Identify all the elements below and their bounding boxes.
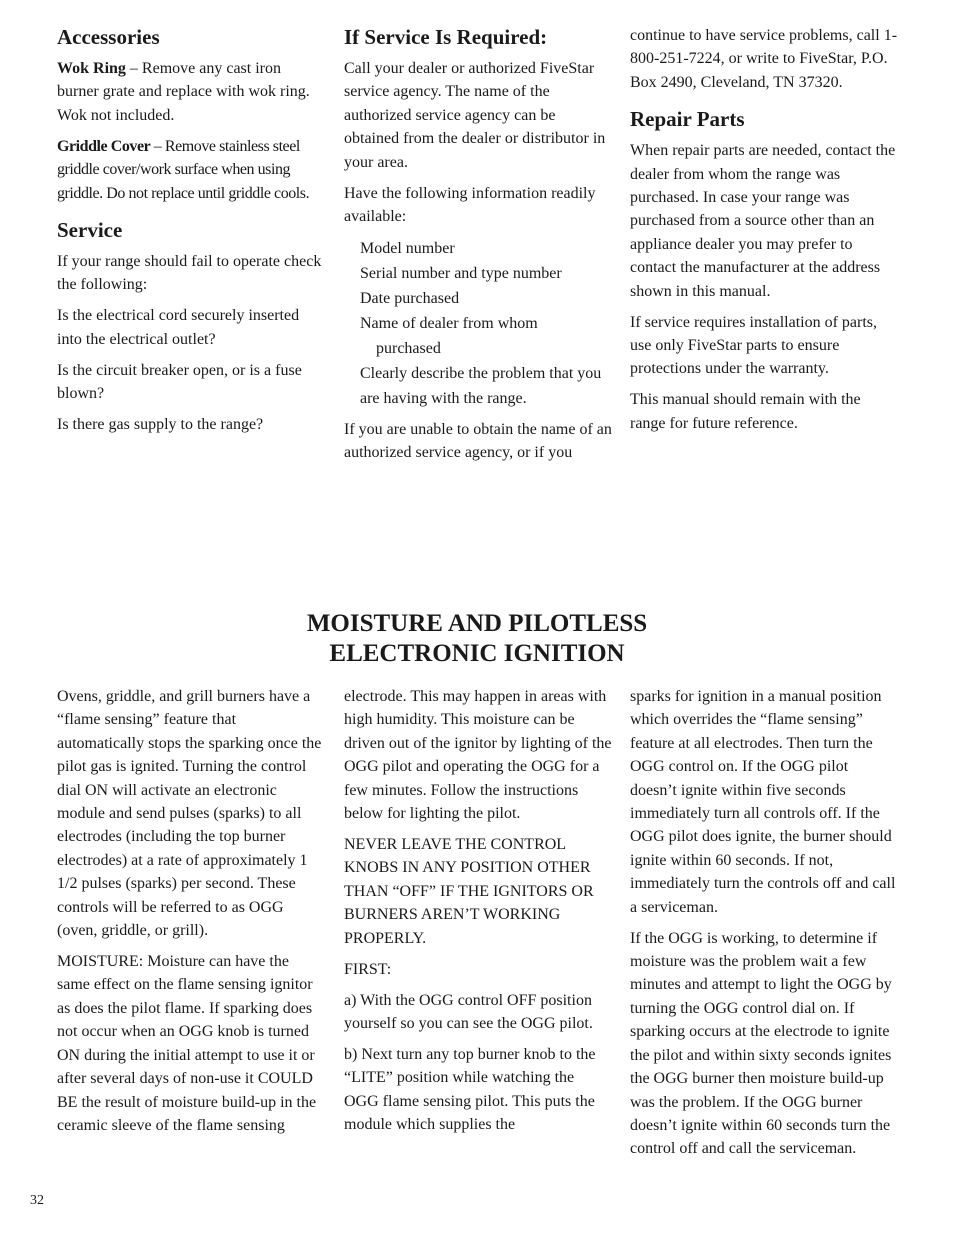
list-item-continuation: purchased <box>376 340 441 358</box>
body-paragraph: NEVER LEAVE THE CONTROL KNOBS IN ANY POSITION OTHER THAN “OFF” IF THE IGNITORS OR BURNERS AREN’T WORKING PROPERLY. <box>344 836 594 947</box>
body-paragraph: MOISTURE: Moisture can have the same effect on the flame sensing ignitor as does the pilot flame. If sparking does not occur when an OGG knob is turned ON during the initial attempt to use it or after several days of non-use it COULD BE the result of moisture build-up in the ceramic sleeve of the flame sensing <box>57 953 317 1134</box>
list-item: Date purchased <box>360 290 460 308</box>
griddle-cover-text: – Remove stainless steel griddle cover/work surface when using griddle. Do not replace until griddle cools. <box>57 137 310 202</box>
page-number: 32 <box>30 1193 44 1208</box>
body-paragraph: sparks for ignition in a manual position which overrides the “flame sensing” feature at all electrodes. Then turn the OGG control on. If the OGG pilot doesn’t ignite within five seconds immediately turn all controls off. If the OGG pilot does ignite, the burner should ignite within 60 seconds. If not, immediately turn the controls off and call a serviceman. <box>630 688 896 916</box>
body-paragraph: FIRST: <box>344 960 392 978</box>
wok-ring-paragraph <box>57 57 325 127</box>
service-paragraph: Is the circuit breaker open, or is a fuse blown? <box>57 361 302 403</box>
repair-parts-heading: Repair Parts <box>630 107 745 132</box>
accessories-service-column <box>57 24 325 444</box>
service-paragraph: Is there gas supply to the range? <box>57 416 264 434</box>
list-item: Model number <box>360 240 455 258</box>
accessories-heading: Accessories <box>57 25 160 49</box>
repair-paragraph: If service requires installation of parts, use only FiveStar parts to ensure protections under the warranty. <box>630 313 878 378</box>
info-list <box>360 236 612 411</box>
if-service-column <box>344 24 612 472</box>
section-title-line: MOISTURE AND PILOTLESS <box>306 610 648 637</box>
section-title <box>0 609 954 669</box>
griddle-cover-paragraph <box>57 135 325 205</box>
ignition-column-1 <box>57 685 325 1145</box>
ignition-column-3 <box>630 685 898 1168</box>
service-paragraph: Is the electrical cord securely inserted into the electrical outlet? <box>57 307 300 348</box>
list-item: Name of dealer from whom <box>360 315 538 333</box>
wok-ring-label: Wok Ring <box>57 60 126 77</box>
body-paragraph: If the OGG is working, to determine if moisture was the problem wait a few minutes and attempt to light the OGG by turning the OGG control dial on. If sparking occurs at the electrode to ignite the pilot and within sixty seconds ignites the OGG burner then moisture build-up was the problem. If the OGG burner doesn’t ignite within 60 seconds turn the control off and call the serviceman. <box>630 929 892 1158</box>
list-item: Clearly describe the problem that you are having with the range. <box>360 365 602 408</box>
if-service-heading: If Service Is Required: <box>344 25 548 49</box>
service-heading: Service <box>57 218 123 243</box>
section-title-line: ELECTRONIC IGNITION <box>329 640 625 667</box>
continue-paragraph: continue to have service problems, call 1-800-251-7224, or write to FiveStar, P.O. Box 2490, Cleveland, TN 37320. <box>630 27 898 91</box>
unable-paragraph: If you are unable to obtain the name of an authorized service agency, or if you <box>344 421 612 462</box>
list-item: Serial number and type number <box>360 265 562 283</box>
service-paragraph: If your range should fail to operate check the following: <box>57 253 322 294</box>
body-paragraph: Ovens, griddle, and grill burners have a “flame sensing” feature that automatically stops the sparking once the pilot gas is ignited. Turning the control dial ON will activate an electronic module and send pulses (sparks) to all electrodes (including the top burner electrodes) at a rate of approximately 1 1/2 pulses (sparks) per second. These controls will be referred to as OGG (oven, griddle, or grill). <box>57 688 322 940</box>
wok-ring-text: – Remove any cast iron burner grate and replace with wok ring. Wok not included. <box>57 60 310 124</box>
body-paragraph: b) Next turn any top burner knob to the “LITE” position while watching the OGG flame sensing pilot. This puts the module which supplies the <box>344 1046 596 1134</box>
ignition-column-2 <box>344 685 612 1144</box>
repair-paragraph: This manual should remain with the range for future reference. <box>630 391 861 432</box>
body-paragraph: electrode. This may happen in areas with high humidity. This moisture can be driven out of the ignitor by lighting of the OGG pilot and operating the OGG for a few minutes. Follow the instructions below for lighting the pilot. <box>344 688 612 823</box>
repair-column <box>630 24 898 443</box>
repair-paragraph: When repair parts are needed, contact the dealer from whom the range was purchased. In case your range was purchased from a source other than an appliance dealer you may prefer to contact the manufacturer at the address shown in this manual. <box>630 142 896 300</box>
griddle-cover-label: Griddle Cover <box>57 137 151 155</box>
have-info-paragraph: Have the following information readily available: <box>344 184 596 226</box>
if-service-intro: Call your dealer or authorized FiveStar service agency. The name of the authorized service agency can be obtained from the dealer or distributor in your area. <box>344 60 606 171</box>
body-paragraph: a) With the OGG control OFF position yourself so you can see the OGG pilot. <box>344 991 593 1033</box>
